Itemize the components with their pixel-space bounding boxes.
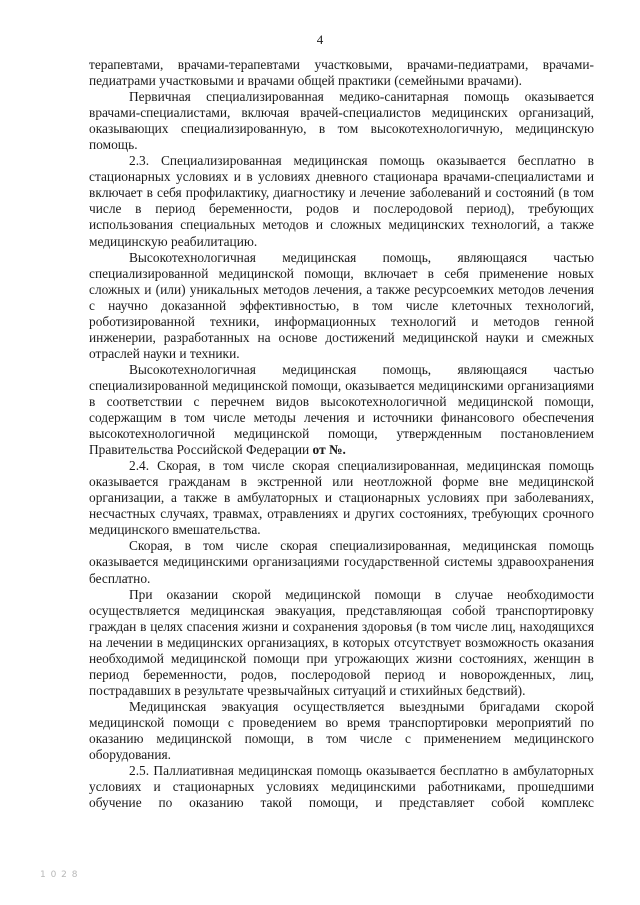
paragraph-evacuation-teams: Медицинская эвакуация осуществляется выездными бригадами скорой медицинской помощи с проведением во время транспортировки мероприятий по оказанию медицинской помощи, в том числе с применением медицинского оборудования. — [89, 698, 594, 763]
paragraph-medical-evacuation: При оказании скорой медицинской помощи в случае необходимости осуществляется медицинская эвакуация, представляющая собой транспортировку граждан в целях спасения жизни и сохранения здоровья (в том числе лиц, находящихся на лечении в медицинских организациях, в которых отсутствует возможность оказания необходимой медицинской помощи при угрожающих жизни состояниях, женщин в период беременности, родов, послеродовой период и новорожденных, лиц, пострадавших в результате чрезвычайных ситуаций и стихийных бедствий). — [89, 586, 594, 698]
page-number: 4 — [316, 32, 324, 47]
paragraph-emergency-care-free: Скорая, в том числе скорая специализированная, медицинская помощь оказывается медицинскими организациями государственной системы здравоохранения бесплатно. — [89, 538, 594, 586]
resolution-reference: от №. — [312, 442, 346, 458]
paragraph-2-4-emergency-care: 2.4. Скорая, в том числе скорая специализированная, медицинская помощь оказывается гражданам в экстренной или неотложной форме вне медицинской организации, а также в амбулаторных и стационарных условиях при заболеваниях, несчастных случаях, травмах, отравлениях и других состояниях, требующих срочного медицинского вмешательства. — [89, 458, 594, 538]
paragraph-high-tech-care-definition: Высокотехнологичная медицинская помощь, являющаяся частью специализированной медицинской помощи, включает в себя применение новых сложных и (или) уникальных методов лечения, а также ресурсоемких методов лечения с научно доказанной эффективностью, в том числе клеточных технологий, роботизированной техники, информационных технологий и методов генной инженерии, разработанных на основе достижений медицинской науки и смежных отраслей науки и техники. — [89, 249, 594, 361]
paragraph-high-tech-care-provision — [89, 362, 594, 458]
paragraph-high-tech-care-provision-text: Высокотехнологичная медицинская помощь, являющаяся частью специализированной медицинской помощи, оказывается медицинскими организациями в соответствии с перечнем видов высокотехнологичной медицинской помощи, содержащим в том числе методы лечения и источники финансового обеспечения высокотехнологичной медицинской помощи, утвержденным постановлением Правительства Российской Федерации — [89, 361, 594, 458]
paragraph-2-5-palliative-care: 2.5. Паллиативная медицинская помощь оказывается бесплатно в амбулаторных условиях и стационарных условиях медицинскими работниками, прошедшими обучение по оказанию такой помощи, и представляет собой комплекс — [89, 763, 594, 811]
paragraph-2-3-specialized-care: 2.3. Специализированная медицинская помощь оказывается бесплатно в стационарных условиях и в условиях дневного стационара врачами-специалистами и включает в себя профилактику, диагностику и лечение заболеваний и состояний (в том числе в период беременности, родов и послеродовой период), требующих использования специальных методов и сложных медицинских технологий, а также медицинскую реабилитацию. — [89, 153, 594, 249]
paragraph-primary-specialized-care: Первичная специализированная медико-санитарная помощь оказывается врачами-специалистами, включая врачей-специалистов медицинских организаций, оказывающих специализированную, в том высокотехнологичную, медицинскую помощь. — [89, 89, 594, 153]
scan-footer-mark: 1 0 2 8 — [40, 870, 79, 880]
paragraph-continuation: терапевтами, врачами-терапевтами участковыми, врачами-педиатрами, врачами-педиатрами участковыми и врачами общей практики (семейными врачами). — [89, 57, 594, 89]
document-body — [89, 57, 594, 811]
